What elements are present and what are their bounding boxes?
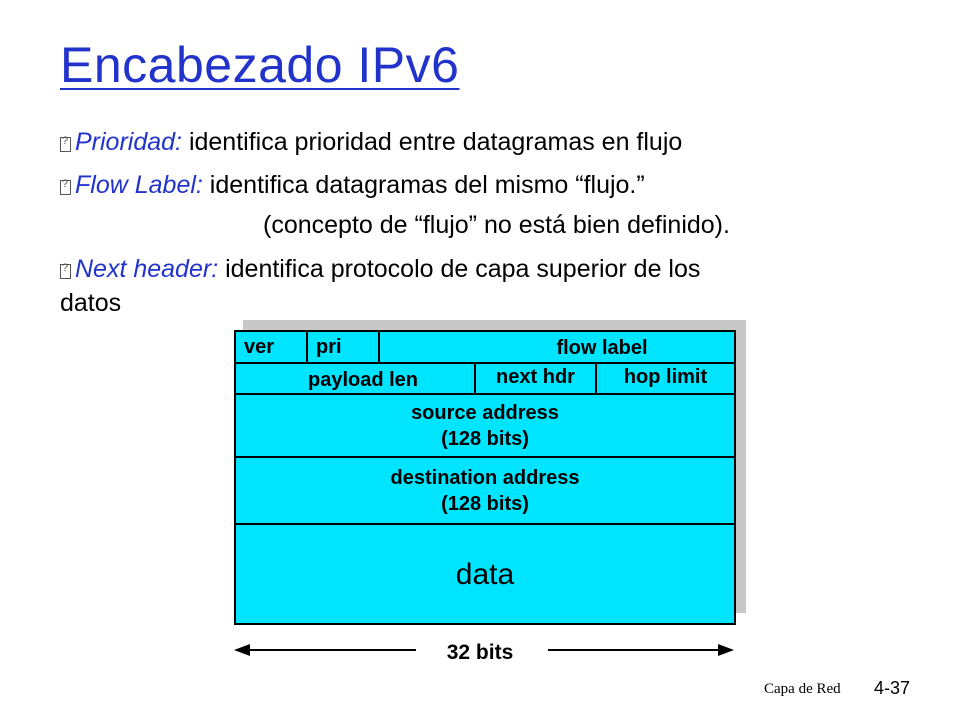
field-payload-len bbox=[234, 362, 476, 395]
bullet-term: Flow Label: bbox=[75, 171, 203, 199]
bullet-continuation: datos bbox=[60, 289, 122, 317]
bullet-icon bbox=[60, 137, 71, 152]
field-payload-len-label: payload len bbox=[307, 369, 419, 391]
field-destination-address-size: (128 bits) bbox=[441, 492, 529, 515]
slide-title: Encabezado IPv6 bbox=[60, 37, 460, 93]
field-source-address-label: source address bbox=[411, 401, 559, 424]
field-source-address-size: (128 bits) bbox=[441, 427, 529, 450]
field-ver-label: ver bbox=[244, 336, 275, 358]
field-next-hdr-label: next hdr bbox=[496, 366, 575, 388]
bullet-continuation: (concepto de “flujo” no está bien definido). bbox=[263, 211, 730, 239]
field-pri-label: pri bbox=[316, 336, 342, 358]
bullet-icon bbox=[60, 264, 71, 279]
field-flow-label bbox=[378, 330, 736, 364]
footer-page-number: 4-37 bbox=[874, 678, 911, 698]
field-ver bbox=[234, 330, 308, 364]
field-data-label: data bbox=[455, 557, 515, 591]
field-next-hdr bbox=[474, 362, 597, 395]
bullet-term: Next header: bbox=[75, 255, 219, 283]
bullet-flow-label bbox=[60, 171, 645, 200]
bullet-text: identifica datagramas del mismo “flujo.” bbox=[202, 171, 645, 199]
field-destination-address-label: destination address bbox=[390, 466, 580, 489]
footer-section-label: Capa de Red bbox=[764, 681, 841, 697]
field-source-address bbox=[234, 393, 736, 458]
field-destination-address bbox=[234, 456, 736, 525]
bullet-icon bbox=[60, 180, 71, 195]
width-label: 32 bits bbox=[446, 641, 514, 664]
field-hop-limit bbox=[595, 362, 736, 395]
bullet-prioridad bbox=[60, 128, 682, 157]
field-hop-limit-label: hop limit bbox=[623, 366, 708, 388]
bullet-term: Prioridad: bbox=[75, 128, 182, 156]
field-data bbox=[234, 523, 736, 625]
field-pri bbox=[306, 330, 380, 364]
field-flow-label-label: flow label bbox=[556, 337, 648, 359]
bullet-text: identifica prioridad entre datagramas en flujo bbox=[182, 128, 683, 156]
bullet-text: identifica protocolo de capa superior de los bbox=[218, 255, 701, 283]
bullet-next-header bbox=[60, 255, 700, 284]
